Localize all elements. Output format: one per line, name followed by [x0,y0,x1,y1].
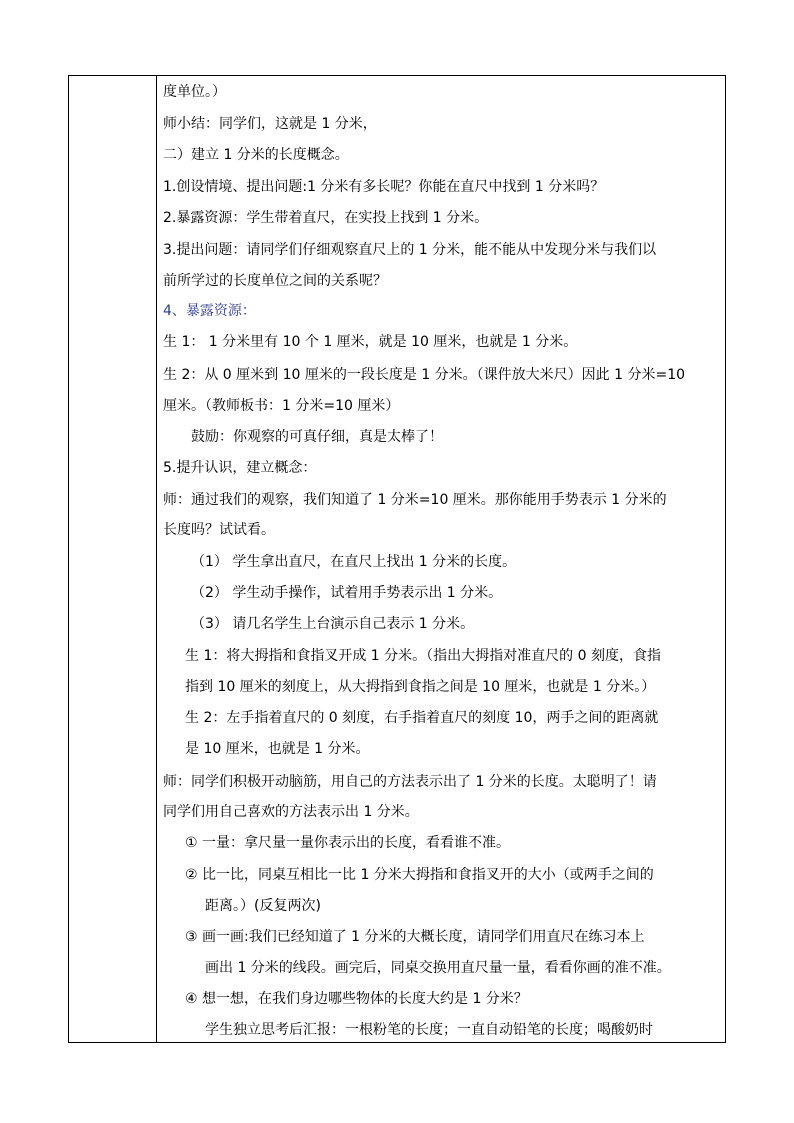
text-line: 前所学过的长度单位之间的关系呢？ [163,273,387,289]
text-line: 4、暴露资源： [163,303,256,319]
text-line: ③ 画一画:我们已经知道了 1 分米的大概长度，请同学们用直尺在练习本上 [185,929,645,945]
text-line: 师：同学们积极开动脑筋，用自己的方法表示出了 1 分米的长度。太聪明了！请 [163,774,657,790]
text-line: 画出 1 分米的线段。画完后，同桌交换用直尺量一量，看看你画的准不准。 [205,960,671,976]
text-line: 学生独立思考后汇报：一根粉笔的长度；一直自动铅笔的长度；喝酸奶时 [205,1022,653,1038]
text-line: （1） 学生拿出直尺，在直尺上找出 1 分米的长度。 [191,554,517,570]
table-left-column [69,76,157,1042]
text-line: ④ 想一想，在我们身边哪些物体的长度大约是 1 分米？ [185,991,528,1007]
text-line: （2） 学生动手操作，试着用手势表示出 1 分米。 [191,585,503,601]
lesson-table [68,75,726,1043]
table-content-cell [157,76,725,1042]
text-line: 生 2：左手指着直尺的 0 刻度，右手指着直尺的刻度 10，两手之间的距离就 [185,710,659,726]
text-line: （3） 请几名学生上台演示自己表示 1 分米。 [191,616,475,632]
text-line: ② 比一比，同桌互相比一比 1 分米大拇指和食指叉开的大小（或两手之间的 [185,867,654,883]
text-line: 2.暴露资源：学生带着直尺，在实投上找到 1 分米。 [163,210,489,226]
text-line: 长度吗？试试看。 [163,522,275,538]
text-line: 生 2：从 0 厘米到 10 厘米的一段长度是 1 分米。（课件放大米尺）因此 1 分米=10 [163,367,686,383]
text-line: 3.提出问题：请同学们仔细观察直尺上的 1 分米，能不能从中发现分米与我们以 [163,242,657,258]
text-line: 5.提升认识，建立概念： [163,460,317,476]
text-line: 师：通过我们的观察，我们知道了 1 分米=10 厘米。那你能用手势表示 1 分米的 [163,492,667,508]
text-line: 是 10 厘米，也就是 1 分米。 [185,741,370,757]
text-line: 指到 10 厘米的刻度上，从大拇指到食指之间是 10 厘米，也就是 1 分米。） [185,679,656,695]
text-line: 厘米。（教师板书：1 分米=10 厘米） [163,398,400,414]
text-line: 生 1： 1 分米里有 10 个 1 厘米，就是 10 厘米，也就是 1 分米。 [163,334,578,350]
text-line: 师小结：同学们，这就是 1 分米， [163,116,377,132]
text-line: ① 一量：拿尺量一量你表示出的长度，看看谁不准。 [185,835,510,851]
text-line: 生 1：将大拇指和食指叉开成 1 分米。（指出大拇指对准直尺的 0 刻度，食指 [185,648,661,664]
text-line: 度单位。） [163,84,226,100]
text-line: 同学们用自己喜欢的方法表示出 1 分米。 [163,804,419,820]
text-line: 鼓励：你观察的可真仔细，真是太棒了！ [191,429,443,445]
text-line: 1.创设情境、提出问题:1 分米有多长呢？你能在直尺中找到 1 分米吗？ [163,179,605,195]
text-line: 距离。）(反复两次) [205,898,321,914]
text-line: 二）建立 1 分米的长度概念。 [163,147,349,163]
